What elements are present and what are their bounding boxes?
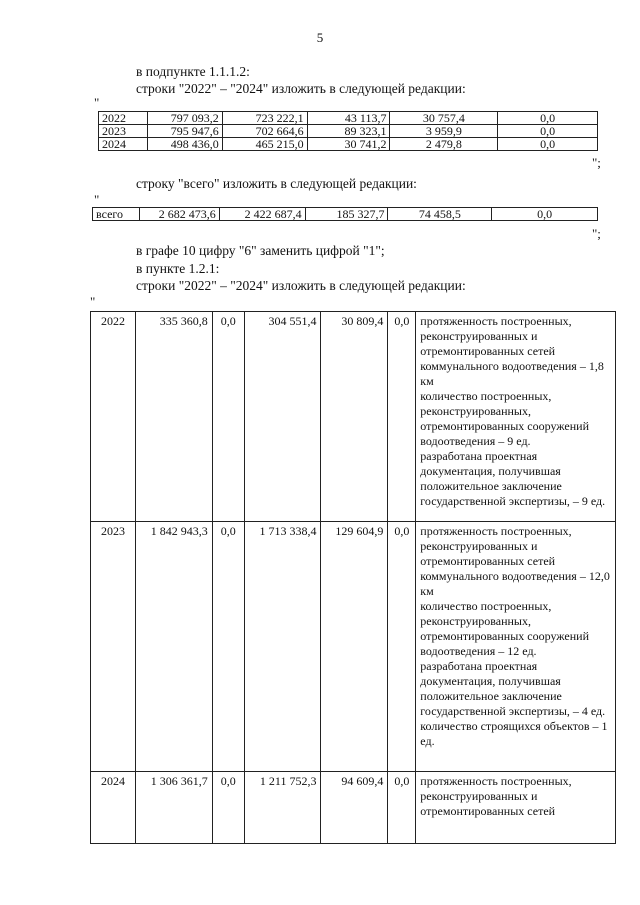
open-quote: " xyxy=(90,294,96,309)
open-quote: " xyxy=(94,192,100,207)
text-line-rows-2022-2024: строки "2022" – "2024" изложить в следующей редакции: xyxy=(136,81,466,96)
value-cell: 43 113,7 xyxy=(307,112,390,125)
label-cell: всего xyxy=(93,208,140,221)
value-cell: 0,0 xyxy=(498,112,598,125)
year-cell: 2024 xyxy=(91,772,136,844)
text-line-column-10: в графе 10 цифру "6" заменить цифрой "1"; xyxy=(136,243,385,258)
total-table xyxy=(92,207,598,221)
value-cell: 465 215,0 xyxy=(222,138,307,151)
table-row xyxy=(91,522,616,772)
indicator-text-cell: протяженность построенных, реконструированных и отремонтированных сетей xyxy=(416,772,616,844)
value-cell: 335 360,8 xyxy=(135,312,212,522)
value-cell: 0,0 xyxy=(388,312,416,522)
value-cell: 795 947,6 xyxy=(147,125,222,138)
value-cell: 185 327,7 xyxy=(305,208,388,221)
value-cell: 702 664,6 xyxy=(222,125,307,138)
value-cell: 30 757,4 xyxy=(390,112,498,125)
table-row xyxy=(99,125,598,138)
value-cell: 0,0 xyxy=(498,125,598,138)
value-cell: 89 323,1 xyxy=(307,125,390,138)
value-cell: 1 306 361,7 xyxy=(135,772,212,844)
years-table-1 xyxy=(98,111,598,151)
text-line-rows-2022-2024-second: строки "2022" – "2024" изложить в следующей редакции: xyxy=(136,278,466,293)
value-cell: 94 609,4 xyxy=(321,772,388,844)
value-cell: 3 959,9 xyxy=(390,125,498,138)
year-cell: 2023 xyxy=(91,522,136,772)
value-cell: 0,0 xyxy=(388,522,416,772)
value-cell: 0,0 xyxy=(212,312,244,522)
value-cell: 2 682 473,6 xyxy=(139,208,219,221)
value-cell: 0,0 xyxy=(388,772,416,844)
text-line-point-1-2-1: в пункте 1.2.1: xyxy=(136,261,220,276)
table-row xyxy=(91,772,616,844)
value-cell: 797 093,2 xyxy=(147,112,222,125)
table-row xyxy=(93,208,598,221)
value-cell: 74 458,5 xyxy=(388,208,492,221)
year-cell: 2023 xyxy=(99,125,148,138)
table-row xyxy=(91,312,616,522)
years-table-2 xyxy=(90,311,616,844)
value-cell: 2 422 687,4 xyxy=(219,208,305,221)
value-cell: 1 842 943,3 xyxy=(135,522,212,772)
close-quote: "; xyxy=(592,155,601,170)
value-cell: 498 436,0 xyxy=(147,138,222,151)
value-cell: 30 741,2 xyxy=(307,138,390,151)
value-cell: 723 222,1 xyxy=(222,112,307,125)
year-cell: 2022 xyxy=(99,112,148,125)
table-row xyxy=(99,138,598,151)
text-line-subpoint: в подпункте 1.1.1.2: xyxy=(136,64,250,79)
open-quote: " xyxy=(94,95,100,110)
value-cell: 2 479,8 xyxy=(390,138,498,151)
text-line-total-row: строку "всего" изложить в следующей редакции: xyxy=(136,176,417,191)
value-cell: 0,0 xyxy=(212,772,244,844)
close-quote: "; xyxy=(592,226,601,241)
value-cell: 1 211 752,3 xyxy=(244,772,321,844)
value-cell: 304 551,4 xyxy=(244,312,321,522)
year-cell: 2024 xyxy=(99,138,148,151)
value-cell: 0,0 xyxy=(498,138,598,151)
page-number: 5 xyxy=(316,30,324,45)
indicator-text-cell: протяженность построенных, реконструированных и отремонтированных сетей коммунального водоотведения – 1,8 км количество построенных, реконструированных, отремонтированных сооружений водоотведения – 9 ед. разработана проектная документация, получившая положительное заключение государственной экспертизы, – 9 ед. xyxy=(416,312,616,522)
year-cell: 2022 xyxy=(91,312,136,522)
table-row xyxy=(99,112,598,125)
indicator-text-cell: протяженность построенных, реконструированных и отремонтированных сетей коммунального водоотведения – 12,0 км количество построенных, реконструированных, отремонтированных сооружений водоотведения – 12 ед. разработана проектная документация, получившая положительное заключение государственной экспертизы, – 4 ед. количество строящихся объектов – 1 ед. xyxy=(416,522,616,772)
value-cell: 30 809,4 xyxy=(321,312,388,522)
value-cell: 0,0 xyxy=(492,208,598,221)
value-cell: 129 604,9 xyxy=(321,522,388,772)
value-cell: 0,0 xyxy=(212,522,244,772)
value-cell: 1 713 338,4 xyxy=(244,522,321,772)
